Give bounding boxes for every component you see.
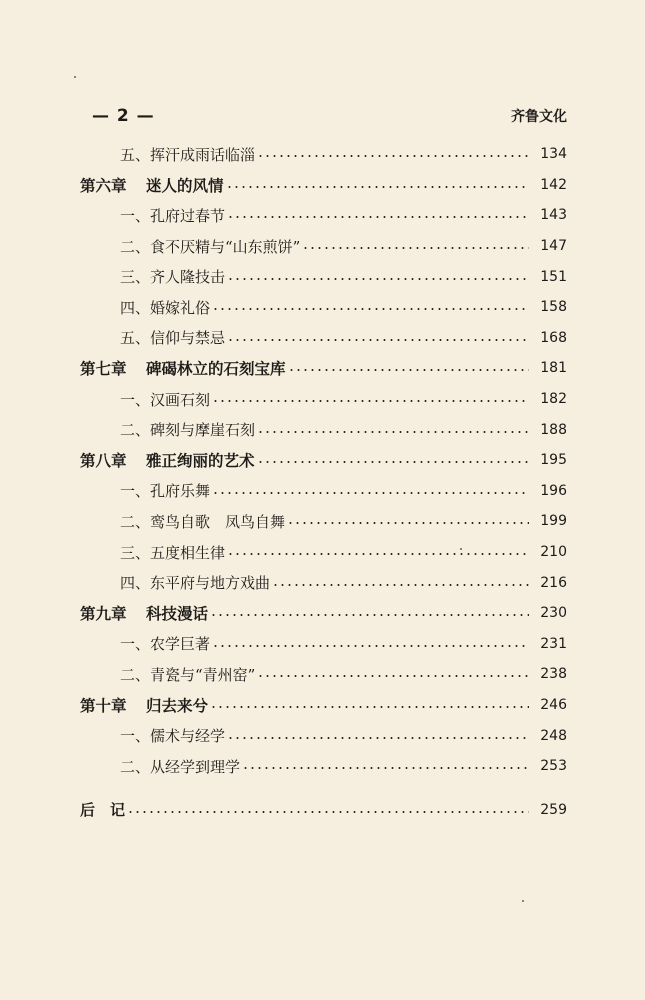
dot-leader [212, 400, 529, 402]
toc-section-entry [80, 292, 567, 323]
section-number: 三、 [120, 543, 151, 562]
section-number: 一、 [120, 482, 151, 501]
entry-title: 孔府过春节 [150, 206, 226, 225]
entry-title: 鸾鸟自歌 凤鸟自舞 [150, 512, 286, 531]
chapter-number: 第六章 [80, 176, 127, 195]
dot-leader [257, 461, 529, 463]
section-number: 五、 [120, 329, 151, 348]
toc-section-entry [80, 567, 567, 598]
entry-title: 碑碣林立的石刻宝库 [146, 360, 286, 379]
section-number: 二、 [120, 757, 151, 776]
paper-speck [522, 900, 524, 902]
section-number: 四、 [120, 574, 151, 593]
page-reference: 199 [540, 513, 567, 530]
paper-speck [460, 548, 462, 550]
entry-title: 挥汗成雨话临淄 [150, 145, 256, 164]
dot-leader [302, 247, 529, 249]
entry-title: 齐人隆技击 [150, 268, 226, 287]
dot-leader [288, 369, 529, 371]
toc-section-entry [80, 720, 567, 751]
dot-leader [227, 216, 529, 218]
chapter-number: 第七章 [80, 360, 127, 379]
page-reference: 210 [540, 544, 567, 561]
page-reference: 196 [540, 482, 567, 499]
entry-title: 后 记 [80, 801, 126, 820]
entry-title: 碑刻与摩崖石刻 [150, 421, 256, 440]
section-number: 二、 [120, 665, 151, 684]
toc-section-entry [80, 629, 567, 660]
dot-leader [212, 308, 529, 310]
section-number: 四、 [120, 298, 151, 317]
section-number: 五、 [120, 145, 151, 164]
toc-afterword-entry [80, 794, 567, 825]
page-reference: 216 [540, 574, 567, 591]
toc-section-entry [80, 414, 567, 445]
entry-title: 迷人的风情 [146, 176, 224, 195]
entry-title: 食不厌精与“山东煎饼” [150, 237, 301, 256]
page-reference: 188 [540, 421, 567, 438]
page-reference: 134 [540, 146, 567, 163]
page-reference: 246 [540, 696, 567, 713]
entry-title: 汉画石刻 [150, 390, 211, 409]
toc-section-entry [80, 476, 567, 507]
section-number: 二、 [120, 421, 151, 440]
toc-section-entry [80, 659, 567, 690]
toc-chapter-entry [80, 353, 567, 384]
entry-title: 归去来兮 [146, 696, 209, 715]
entry-title: 信仰与禁忌 [150, 329, 226, 348]
entry-title: 从经学到理学 [150, 757, 241, 776]
chapter-number: 第九章 [80, 605, 127, 624]
section-number: 二、 [120, 237, 151, 256]
dot-leader [287, 522, 529, 524]
page-reference: 195 [540, 452, 567, 469]
page-number: — 2 — [92, 106, 155, 126]
dot-leader [226, 186, 529, 188]
chapter-number: 第十章 [80, 696, 127, 715]
dot-leader [227, 278, 529, 280]
page-reference: 142 [540, 176, 567, 193]
dot-leader [242, 767, 529, 769]
paper-speck [74, 76, 76, 78]
entry-title: 东平府与地方戏曲 [150, 574, 271, 593]
dot-leader [212, 492, 529, 494]
page-reference: 181 [540, 360, 567, 377]
page-reference: 151 [540, 268, 567, 285]
page-reference: 238 [540, 666, 567, 683]
dot-leader [227, 737, 529, 739]
toc-section-entry [80, 384, 567, 415]
toc-chapter-entry [80, 690, 567, 721]
toc-section-entry [80, 323, 567, 354]
running-title: 齐鲁文化 [511, 109, 567, 125]
dot-leader [257, 431, 529, 433]
toc-section-entry [80, 537, 567, 568]
page-reference: 230 [540, 605, 567, 622]
page-reference: 248 [540, 727, 567, 744]
entry-title: 农学巨著 [150, 635, 211, 654]
toc-section-entry [80, 261, 567, 292]
section-number: 一、 [120, 727, 151, 746]
entry-title: 儒术与经学 [150, 727, 226, 746]
page-reference: 143 [540, 207, 567, 224]
page-reference: 158 [540, 299, 567, 316]
section-number: 三、 [120, 268, 151, 287]
entry-title: 科技漫话 [146, 605, 209, 624]
section-number: 一、 [120, 635, 151, 654]
section-number: 一、 [120, 206, 151, 225]
toc-section-entry [80, 506, 567, 537]
toc-section-entry [80, 200, 567, 231]
dot-leader [227, 339, 529, 341]
page-reference: 182 [540, 391, 567, 408]
dot-leader [272, 584, 529, 586]
entry-title: 五度相生律 [150, 543, 226, 562]
page-reference: 253 [540, 758, 567, 775]
section-number: 一、 [120, 390, 151, 409]
chapter-number: 第八章 [80, 452, 127, 471]
page-reference: 259 [540, 801, 567, 818]
table-of-contents [80, 139, 567, 825]
dot-leader [210, 614, 529, 616]
toc-section-entry [80, 139, 567, 170]
entry-title: 婚嫁礼俗 [150, 298, 211, 317]
entry-title: 雅正绚丽的艺术 [146, 452, 255, 471]
entry-title: 青瓷与“青州窑” [150, 665, 256, 684]
toc-chapter-entry [80, 170, 567, 201]
entry-title: 孔府乐舞 [150, 482, 211, 501]
page-reference: 231 [540, 635, 567, 652]
dot-leader [212, 645, 529, 647]
toc-section-entry [80, 231, 567, 262]
dot-leader [127, 811, 529, 813]
toc-section-entry [80, 751, 567, 782]
dot-leader [210, 706, 529, 708]
dot-leader [257, 675, 529, 677]
dot-leader [257, 155, 529, 157]
toc-chapter-entry [80, 445, 567, 476]
dot-leader [227, 553, 529, 555]
toc-chapter-entry [80, 598, 567, 629]
page-reference: 168 [540, 329, 567, 346]
section-number: 二、 [120, 512, 151, 531]
page-header [84, 106, 567, 132]
page-reference: 147 [540, 238, 567, 255]
